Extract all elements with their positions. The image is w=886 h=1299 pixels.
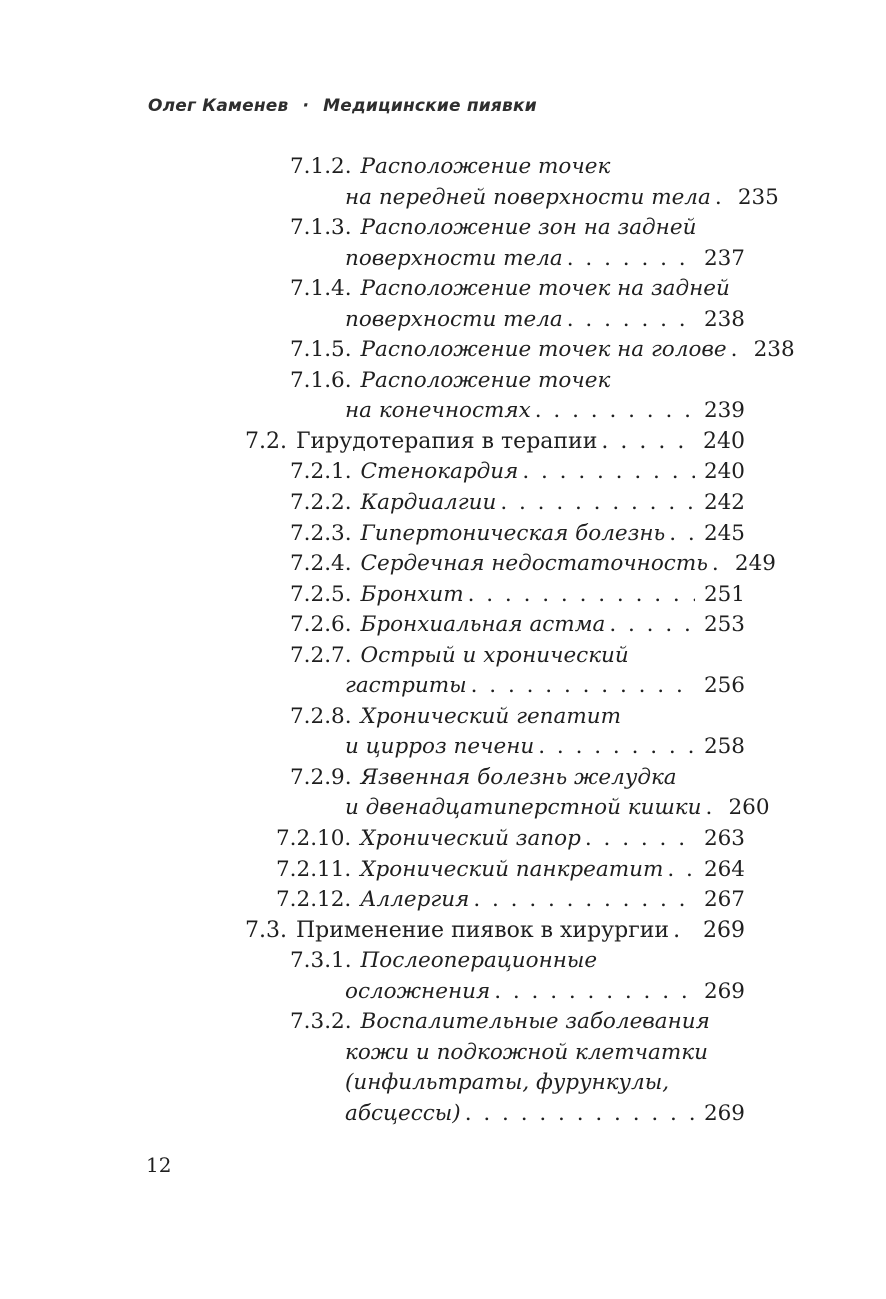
toc-page-ref: 238 xyxy=(753,337,795,363)
toc-entry-text: поверхности тела xyxy=(345,245,563,271)
toc-entry-text: Хронический панкреатит xyxy=(360,856,664,882)
dot-leader xyxy=(609,610,695,641)
toc-page-ref: 239 xyxy=(703,398,745,424)
running-head-author: Олег Каменев xyxy=(148,96,289,116)
toc-page-ref: 264 xyxy=(703,856,745,882)
toc-page-ref: 269 xyxy=(703,978,745,1004)
dot-leader xyxy=(715,183,729,214)
toc-entry-text: Стенокардия xyxy=(360,459,519,485)
toc-page-ref: 235 xyxy=(737,184,779,210)
toc-entry-text: Гирудотерапия в терапии xyxy=(295,428,598,454)
toc-entry-line xyxy=(290,946,745,977)
toc-page-ref: 260 xyxy=(728,795,770,821)
toc-page-ref: 258 xyxy=(703,734,745,760)
toc-page-ref: 238 xyxy=(703,306,745,332)
toc xyxy=(0,152,795,1130)
toc-entry-text: гастриты xyxy=(345,673,467,699)
toc-entry-line xyxy=(345,305,745,336)
toc-entry-text: и цирроз печени xyxy=(345,734,535,760)
toc-entry-text: осложнения xyxy=(345,978,491,1004)
toc-entry-number: 7.2.3. xyxy=(290,520,352,546)
toc-entry-number: 7.2.10. xyxy=(276,826,352,852)
toc-entry-line xyxy=(290,274,745,305)
toc-entry-number: 7.2.6. xyxy=(290,612,352,638)
toc-entry-text: Применение пиявок в хирургии xyxy=(295,917,670,943)
toc-page-ref: 267 xyxy=(703,887,745,913)
dot-leader xyxy=(500,488,695,519)
toc-entry-line xyxy=(290,763,745,794)
toc-page-ref: 242 xyxy=(703,490,745,516)
toc-page-ref: 256 xyxy=(703,673,745,699)
dot-leader xyxy=(471,671,695,702)
dot-leader xyxy=(494,977,695,1008)
toc-entry-number: 7.2.4. xyxy=(290,551,352,577)
toc-entry-text: кожи и подкожной клетчатки xyxy=(345,1039,708,1065)
toc-entry-number: 7.2. xyxy=(245,428,287,454)
running-head-book-title: Медицинские пиявки xyxy=(323,96,537,116)
toc-entry-line xyxy=(290,1007,745,1038)
toc-entry-line xyxy=(345,1068,745,1099)
dot-leader xyxy=(712,549,726,580)
toc-entry-text: Сердечная недостаточность xyxy=(360,551,708,577)
toc-entry-text: Аллергия xyxy=(360,887,470,913)
dot-leader xyxy=(706,793,720,824)
toc-page-ref: 245 xyxy=(703,520,745,546)
toc-entry-text: Расположение зон на задней xyxy=(360,215,697,241)
toc-entry-text: Кардиалгии xyxy=(360,490,497,516)
toc-page-ref: 269 xyxy=(703,1100,745,1126)
toc-entry-number: 7.1.2. xyxy=(290,154,352,179)
dot-leader xyxy=(585,824,695,855)
toc-entry-number: 7.3. xyxy=(245,917,287,943)
toc-entry-text: Язвенная болезнь желудка xyxy=(360,764,677,790)
toc-entry-number: 7.2.11. xyxy=(276,856,352,882)
toc-entry-line xyxy=(345,793,770,824)
toc-entry-text: Гипертоническая болезнь xyxy=(360,520,666,546)
toc-entry-text: Острый и хронический xyxy=(360,642,629,668)
dot-leader xyxy=(473,885,695,916)
toc-entry-number: 7.2.5. xyxy=(290,581,352,607)
toc-page-ref: 240 xyxy=(703,459,745,485)
toc-entry-number: 7.2.8. xyxy=(290,703,352,729)
toc-entry-number: 7.1.5. xyxy=(290,337,352,363)
toc-entry-line xyxy=(290,702,745,733)
toc-entry-number: 7.2.7. xyxy=(290,642,352,668)
toc-entry-number: 7.2.12. xyxy=(276,887,352,913)
toc-entry-line xyxy=(345,1038,745,1069)
toc-entry-line xyxy=(245,916,745,947)
toc-entry-text: Расположение точек xyxy=(360,367,611,393)
toc-entry-line xyxy=(245,427,745,458)
toc-entry-line xyxy=(345,1099,745,1130)
dot-leader xyxy=(667,855,695,886)
toc-page-ref: 237 xyxy=(703,245,745,271)
toc-entry-line xyxy=(276,824,745,855)
toc-entry-line xyxy=(290,549,776,580)
toc-page-ref: 263 xyxy=(703,826,745,852)
toc-page-ref: 269 xyxy=(703,917,745,943)
toc-entry-text: Бронхиальная астма xyxy=(360,612,606,638)
toc-entry-text: и двенадцатиперстной кишки xyxy=(345,795,702,821)
toc-entry-text: абсцессы) xyxy=(345,1100,461,1126)
toc-entry-text: (инфильтраты, фурункулы, xyxy=(345,1070,670,1096)
toc-entry-line xyxy=(345,244,745,275)
toc-entry-line xyxy=(276,885,745,916)
dot-leader xyxy=(465,1099,695,1130)
dot-leader xyxy=(731,335,745,366)
toc-entry-line xyxy=(345,183,779,214)
toc-entry-line xyxy=(345,732,745,763)
toc-page-ref: 253 xyxy=(703,612,745,638)
toc-entry-number: 7.3.1. xyxy=(290,948,352,974)
toc-entry-line xyxy=(290,335,795,366)
toc-entry-line xyxy=(290,519,745,550)
toc-entry-number: 7.1.6. xyxy=(290,367,352,393)
toc-entry-text: Расположение точек xyxy=(360,154,611,179)
toc-entry-line xyxy=(290,152,745,183)
toc-entry-text: Хронический гепатит xyxy=(360,703,621,729)
toc-entry-number: 7.2.9. xyxy=(290,764,352,790)
page-number: 12 xyxy=(146,1153,172,1177)
dot-leader xyxy=(468,580,695,611)
dot-leader xyxy=(535,396,695,427)
running-head-separator: · xyxy=(302,96,310,116)
toc-entry-number: 7.2.1. xyxy=(290,459,352,485)
dot-leader xyxy=(673,916,694,947)
toc-entry-text: Бронхит xyxy=(360,581,464,607)
toc-page-ref: 251 xyxy=(703,581,745,607)
toc-entry-line xyxy=(345,396,745,427)
toc-entry-text: Послеоперационные xyxy=(360,948,598,974)
toc-entry-text: на передней поверхности тела xyxy=(345,184,711,210)
toc-entry-number: 7.1.4. xyxy=(290,276,352,302)
toc-entry-number: 7.3.2. xyxy=(290,1009,352,1035)
toc-page-ref: 249 xyxy=(734,551,776,577)
toc-entry-line xyxy=(276,855,745,886)
toc-entry-text: на конечностях xyxy=(345,398,531,424)
toc-entry-number: 7.1.3. xyxy=(290,215,352,241)
toc-entry-number: 7.2.2. xyxy=(290,490,352,516)
toc-entry-line xyxy=(290,488,745,519)
toc-entry-text: Расположение точек на задней xyxy=(360,276,730,302)
toc-entry-line xyxy=(290,580,745,611)
toc-entry-text: поверхности тела xyxy=(345,306,563,332)
dot-leader xyxy=(567,305,695,336)
running-head xyxy=(148,95,537,117)
toc-entry-line xyxy=(345,977,745,1008)
dot-leader xyxy=(567,244,695,275)
dot-leader xyxy=(538,732,695,763)
toc-entry-line xyxy=(345,671,745,702)
toc-entry-text: Расположение точек на голове xyxy=(360,337,727,363)
toc-page-ref: 240 xyxy=(703,428,745,454)
toc-entry-text: Хронический запор xyxy=(360,826,581,852)
dot-leader xyxy=(522,457,695,488)
toc-entry-line xyxy=(290,641,745,672)
dot-leader xyxy=(601,427,694,458)
toc-entry-text: Воспалительные заболевания xyxy=(360,1009,710,1035)
toc-entry-line xyxy=(290,610,745,641)
dot-leader xyxy=(669,519,695,550)
toc-entry-line xyxy=(290,457,745,488)
toc-entry-line xyxy=(290,213,745,244)
toc-entry-line xyxy=(290,366,745,397)
